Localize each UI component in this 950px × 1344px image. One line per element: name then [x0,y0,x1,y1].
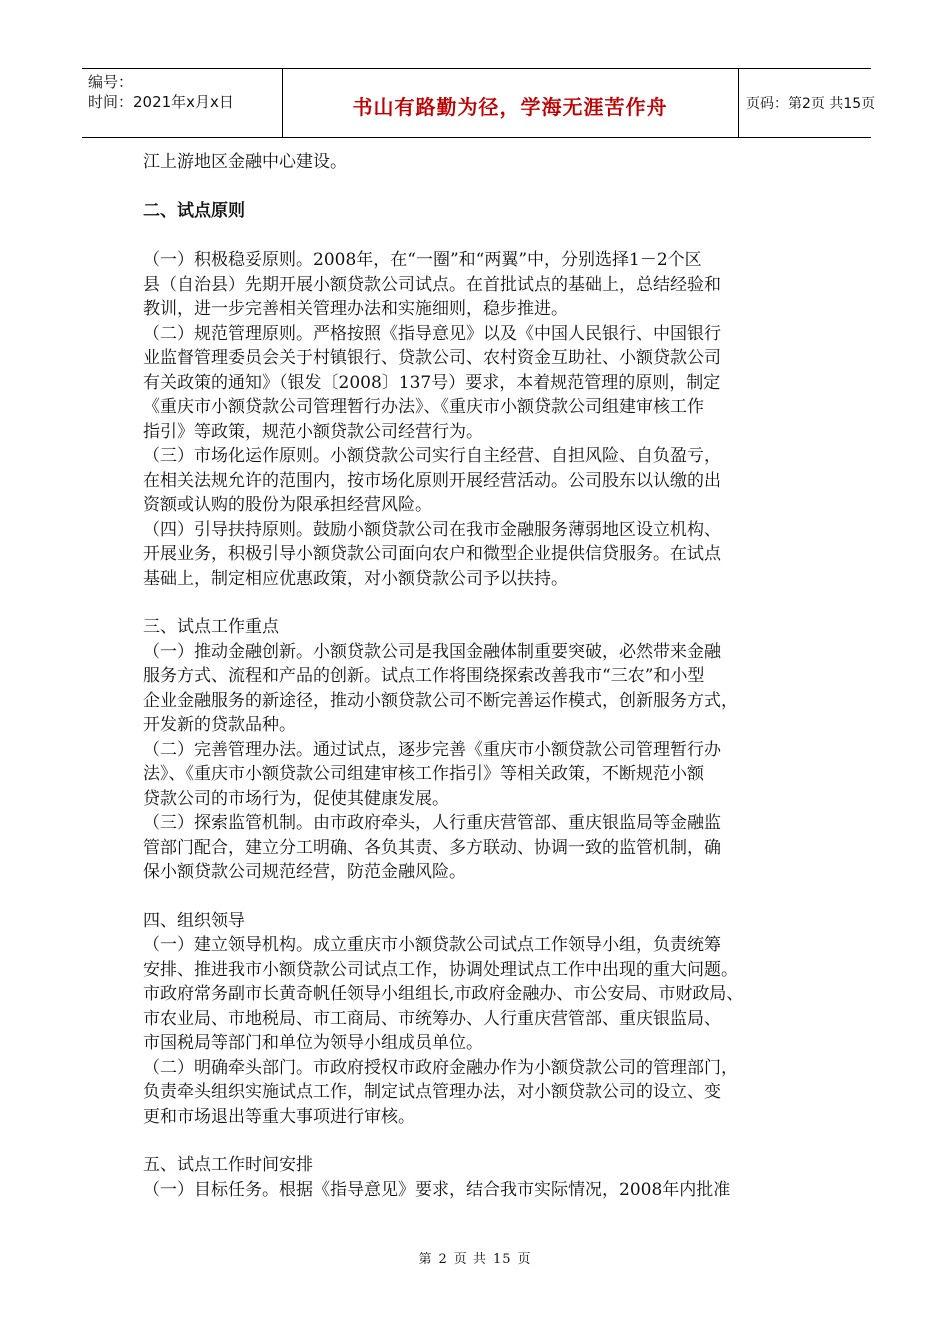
section-heading: 二、试点原则 [143,200,245,221]
document-body [143,150,833,1202]
page-footer [0,1248,950,1267]
paragraph-line: 市国税局等部门和单位为领导小组成员单位。 [143,1033,483,1053]
paragraph-line: （一）建立领导机构。成立重庆市小额贷款公司试点工作领导小组，负责统筹 [143,935,721,955]
paragraph-line: 贷款公司的市场行为，促使其健康发展。 [143,788,449,809]
paragraph-line: 开发新的贷款品种。 [143,715,296,735]
footer-page-number: 2 [438,1252,448,1267]
paragraph-line: 市政府常务副市长黄奇帆任领导小组组长,市政府金融办、市公安局、市财政局、 [143,984,744,1004]
paragraph-line: 保小额贷款公司规范经营，防范金融风险。 [143,862,466,882]
paragraph-line: （二）规范管理原则。严格按照《指导意见》以及《中国人民银行、中国银行 [143,323,721,344]
section-heading: 四、组织领导 [143,910,245,931]
paragraph-line: 更和市场退出等重大事项进行审核。 [143,1106,415,1127]
paragraph-line: 安排、推进我市小额贷款公司试点工作，协调处理试点工作中出现的重大问题。 [143,959,738,980]
blank-line [143,223,833,248]
blank-line [143,591,833,615]
paragraph-line: （一）推动金融创新。小额贷款公司是我国金融体制重要突破，必然带来金融 [143,641,721,662]
footer-suffix: 页 [517,1252,532,1267]
paragraph-line: 业监督管理委员会关于村镇银行、贷款公司、农村资金互助社、小额贷款公司 [143,348,721,368]
paragraph-line: 基础上，制定相应优惠政策，对小额贷款公司予以扶持。 [143,568,568,589]
footer-middle: 页 共 [453,1252,487,1267]
paragraph-line: （一）积极稳妥原则。2008年，在“一圈”和“两翼”中，分别选择1－2个区 [143,250,702,270]
paragraph-line: 企业金融服务的新途径，推动小额贷款公司不断完善运作模式，创新服务方式， [143,690,738,711]
paragraph-line: （四）引导扶持原则。鼓励小额贷款公司在我市金融服务薄弱地区设立机构、 [143,519,721,540]
header-motto: 书山有路勤为径，学海无涯苦作舟 [352,95,668,119]
paragraph-line: （三）探索监管机制。由市政府牵头，人行重庆营管部、重庆银监局等金融监 [143,813,721,833]
paragraph-line: 资额或认购的股份为限承担经营风险。 [143,495,432,515]
page-header [82,68,876,138]
header-meta-cell [82,69,283,137]
blank-line [143,885,833,909]
paragraph-line: （一）目标任务。根据《指导意见》要求，结合我市实际情况，2008年内批准 [143,1179,731,1200]
paragraph-line: 开展业务，积极引导小额贷款公司面向农户和微型企业提供信贷服务。在试点 [143,544,721,564]
paragraph-line: 县（自治县）先期开展小额贷款公司试点。在首批试点的基础上，总结经验和 [143,274,721,295]
paragraph-line: （三）市场化运作原则。小额贷款公司实行自主经营、自担风险、自负盈亏， [143,446,721,466]
paragraph-line: 管部门配合，建立分工明确、各负其责、多方联动、协调一致的监管机制，确 [143,837,721,858]
paragraph-line: 《重庆市小额贷款公司管理暂行办法》、《重庆市小额贷款公司组建审核工作 [143,397,704,417]
header-page-number: 页码：第2页 共15页 [746,96,876,112]
footer-total-pages: 15 [492,1252,512,1267]
document-date-label: 时间：2021年x月x日 [88,93,234,111]
paragraph-line: 教训，进一步完善相关管理办法和实施细则，稳步推进。 [143,299,568,319]
paragraph-line: 服务方式、流程和产品的创新。试点工作将围绕探索改善我市“三农”和小型 [143,666,705,686]
paragraph-line: 有关政策的通知》（银发〔2008〕137号）要求，本着规范管理的原则，制定 [143,372,721,393]
text-line: 江上游地区金融中心建设。 [143,152,347,172]
paragraph-line: （二）明确牵头部门。市政府授权市政府金融办作为小额贷款公司的管理部门， [143,1057,738,1078]
paragraph-line: 指引》等政策，规范小额贷款公司经营行为。 [143,421,483,442]
paragraph-line: 负责牵头组织实施试点工作，制定试点管理办法，对小额贷款公司的设立、变 [143,1082,721,1102]
paragraph-line: （二）完善管理办法。通过试点，逐步完善《重庆市小额贷款公司管理暂行办 [143,739,721,760]
paragraph-line: 法》、《重庆市小额贷款公司组建审核工作指引》等相关政策，不断规范小额 [143,764,704,784]
paragraph-line: 市农业局、市地税局、市工商局、市统筹办、人行重庆营管部、重庆银监局、 [143,1008,721,1029]
header-motto-cell [282,69,739,137]
blank-line [143,175,833,199]
blank-line [143,1129,833,1153]
paragraph-line: 在相关法规允许的范围内，按市场化原则开展经营活动。公司股东以认缴的出 [143,470,721,491]
section-heading: 五、试点工作时间安排 [143,1155,313,1175]
document-number-label: 编号： [88,73,134,91]
section-heading: 三、试点工作重点 [143,617,279,637]
header-page-cell [738,69,876,137]
footer-prefix: 第 [418,1252,433,1267]
